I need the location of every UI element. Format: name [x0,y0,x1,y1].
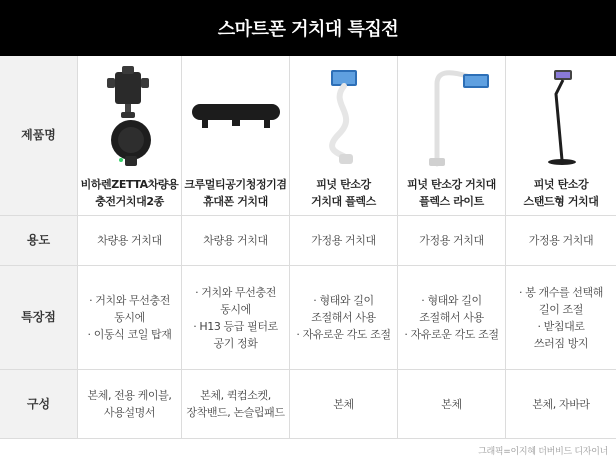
features-5-line-3: · 받침대로 [537,319,585,333]
product-image-4 [398,62,505,170]
product-name-4-line-2: 플렉스 라이트 [419,195,484,208]
composition-2-line-1: 본체, 퀵컴소켓, [200,389,271,402]
features-5-line-1: · 봉 개수를 선택해 [519,285,603,299]
product-image-3 [290,62,397,170]
product-name-3-line-2: 거치대 플렉스 [311,195,376,208]
product-name-5-line-1: 피넛 탄소강 [533,178,589,191]
product-cell-5 [506,56,616,216]
features-3-line-3: · 자유로운 각도 조절 [296,328,391,341]
product-image-2 [182,62,289,170]
product-name-5-line-2: 스탠드형 거치대 [523,195,599,208]
page-title: 스마트폰 거치대 특집전 [0,0,616,56]
usage-5 [506,216,616,266]
product-cell-3 [290,56,398,216]
usage-1 [78,216,182,266]
features-3 [290,266,398,370]
usage-4-text: 가정용 거치대 [419,234,484,247]
features-3-line-1: · 형태와 길이 [313,294,374,307]
usage-3-text: 가정용 거치대 [311,234,376,247]
composition-1-line-2: 사용설명서 [103,406,156,419]
usage-1-text: 차량용 거치대 [97,234,162,247]
product-name-3-line-1: 피넛 탄소강 [316,178,371,191]
features-2-line-4: 공기 정화 [213,336,258,350]
composition-5-line-1: 본체, 자바라 [532,397,590,411]
product-name-4-line-1: 피넛 탄소강 거치대 [407,178,496,191]
product-name-2-line-2: 휴대폰 거치대 [203,195,268,208]
features-1-line-1: · 거치와 무선충전 [89,294,170,307]
usage-4 [398,216,506,266]
row-label-usage: 용도 [0,216,78,266]
composition-1 [78,370,182,439]
car-charger-mount-icon [95,64,165,168]
flex-mount-icon [309,64,379,168]
product-name-1-line-2: 충전거치대2종 [95,195,164,208]
composition-1-line-1: 본체, 전용 케이블, [87,389,172,402]
usage-2-text: 차량용 거치대 [203,234,268,247]
features-4-line-1: · 형태와 길이 [421,294,482,307]
usage-5-text: 가정용 거치대 [528,234,594,247]
composition-4-line-1: 본체 [441,397,462,411]
features-1-line-3: · 이동식 코일 탑재 [87,328,172,341]
row-label-composition: 구성 [0,370,78,439]
product-name-2-line-1: 크루멀티공기청정기겸 [184,178,287,191]
product-image-1 [78,62,181,170]
row-label-features: 특장점 [0,266,78,370]
product-cell-4 [398,56,506,216]
product-image-5 [506,62,616,170]
composition-4 [398,370,506,439]
features-3-line-2: 조절해서 사용 [311,311,376,324]
row-label-product-name: 제품명 [0,56,78,216]
features-1 [78,266,182,370]
usage-3 [290,216,398,266]
product-cell-2 [182,56,290,216]
features-5-line-4: 쓰러짐 방지 [533,336,589,350]
features-2-line-3: · H13 등급 필터로 [193,319,278,333]
features-4-line-2: 조절해서 사용 [419,311,484,324]
features-5 [506,266,616,370]
comparison-table [0,56,616,439]
air-purifier-mount-icon [188,96,284,136]
features-2-line-2: 동시에 [220,302,251,316]
flex-light-mount-icon [407,64,497,168]
features-1-line-2: 동시에 [114,311,145,324]
features-2-line-1: · 거치와 무선충전 [195,285,276,299]
product-cell-1 [78,56,182,216]
features-5-line-2: 길이 조절 [538,302,583,316]
composition-2 [182,370,290,439]
features-2 [182,266,290,370]
composition-3 [290,370,398,439]
features-4-line-3: · 자유로운 각도 조절 [404,328,499,341]
product-name-1-line-1: 비하렌ZETTA차량용 [80,178,179,191]
usage-2 [182,216,290,266]
graphic-credit: 그래픽=이지혜 더버비드 디자이너 [478,447,608,457]
composition-2-line-2: 장착밴드, 논슬립패드 [186,406,285,419]
features-4 [398,266,506,370]
composition-5 [506,370,616,439]
stand-mount-icon [526,64,596,168]
composition-3-line-1: 본체 [333,397,354,411]
